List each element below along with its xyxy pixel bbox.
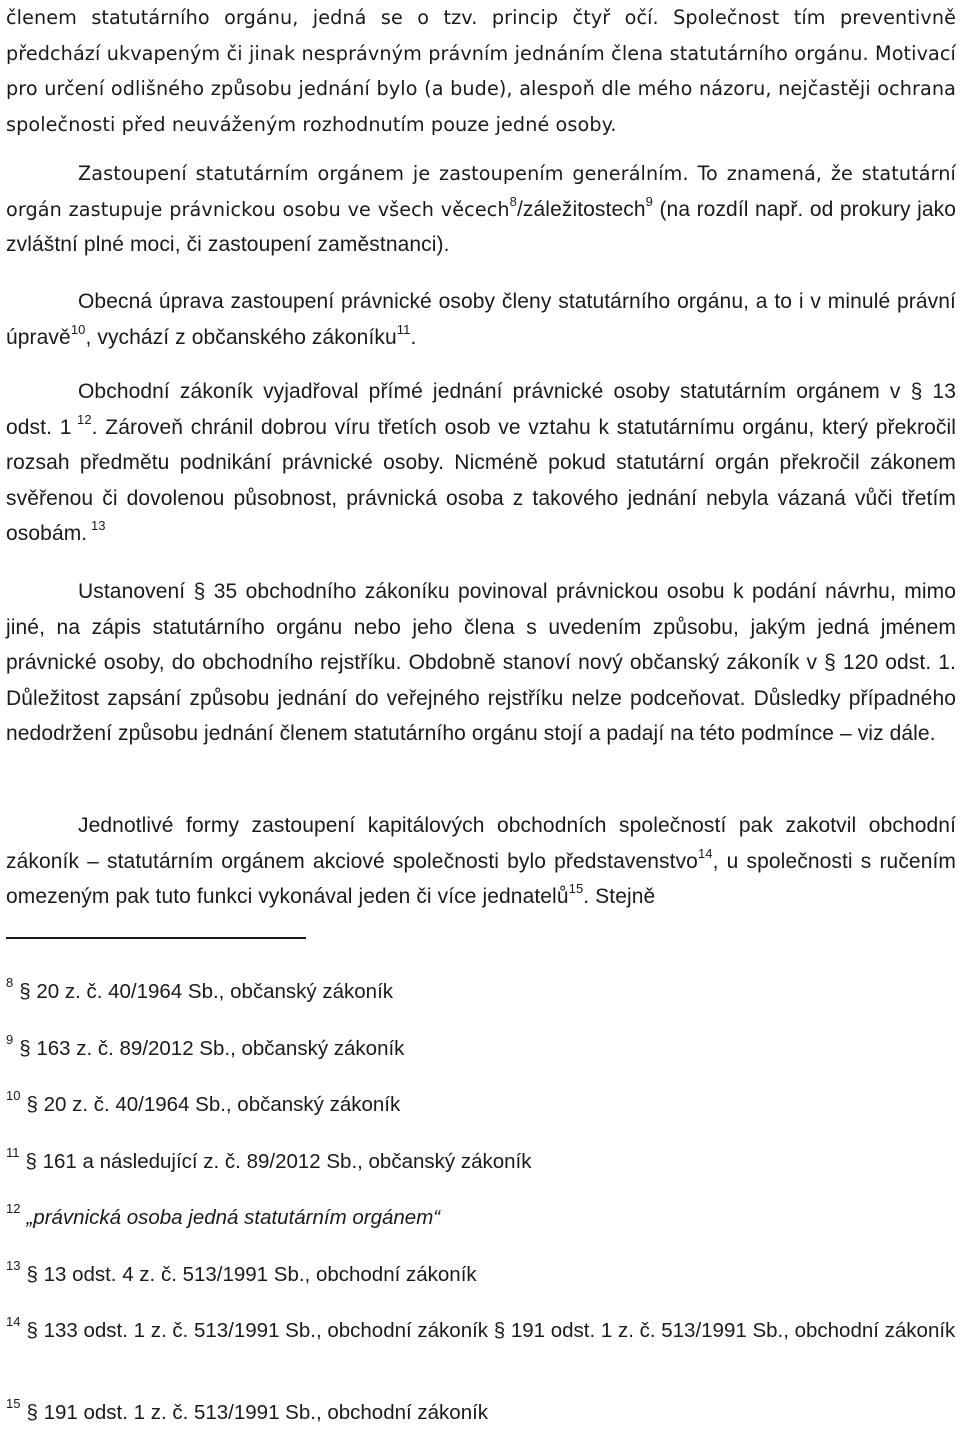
footnote-ref-14: 14 bbox=[697, 845, 713, 861]
paragraph-3 bbox=[6, 284, 956, 355]
paragraph-2 bbox=[6, 156, 956, 263]
footnote-13 bbox=[6, 1257, 956, 1294]
footnote-ref-11: 11 bbox=[396, 321, 411, 337]
paragraph-2-text-c: (na rozdíl např. od prokury jako zvláštní plné moci, či zastoupení zaměstnanci). bbox=[6, 197, 956, 257]
footnote-separator bbox=[6, 937, 306, 939]
footnote-text: § 20 z. č. 40/1964 Sb., občanský zákoník bbox=[26, 1093, 401, 1116]
footnote-number: 12 bbox=[6, 1201, 21, 1216]
footnote-number: 13 bbox=[6, 1258, 21, 1273]
footnote-ref-13: 13 bbox=[87, 518, 106, 534]
footnote-number: 9 bbox=[6, 1032, 14, 1047]
paragraph-4-text: Obchodní zákoník vyjadřoval přímé jednání právnické osoby statutárním orgánem v § 13 odst. 1 bbox=[6, 380, 956, 439]
paragraph-1-text: členem statutárního orgánu, jedná se o tzv. princip čtyř očí. Společnost tím preventivně předchází ukvapeným či jinak nesprávným právním jednáním člena statutárního orgánu. Motivací pro určení odlišného způsobu jednání bylo (a bude), alespoň dle mého názoru, nejčastěji ochrana společnosti před neuváženým rozhodnutím pouze jedné osoby. bbox=[6, 6, 956, 136]
paragraph-3-text-c: . bbox=[410, 325, 417, 349]
footnote-number: 11 bbox=[6, 1145, 20, 1160]
paragraph-4 bbox=[6, 374, 956, 552]
paragraph-2-text: To znamená, že statutární orgán zastupuje právnickou osobu ve všech věcech bbox=[6, 162, 956, 221]
paragraph-1 bbox=[6, 0, 956, 142]
footnote-ref-15: 15 bbox=[568, 881, 584, 897]
paragraph-2-lead: Zastoupení statutárním orgánem je zastoupením generálním. bbox=[78, 162, 689, 185]
paragraph-4-text-b: . Zároveň chránil dobrou víru třetích osob ve vztahu k statutárnímu orgánu, který překročil rozsah předmětu podnikání právnické osoby. Nicméně pokud statutární orgán překročil zákonem svěřenou či dovolenou působnost, právnická osoba z takového jednání nebyla vázaná vůči třetím osobám. bbox=[6, 415, 957, 546]
footnote-number: 8 bbox=[6, 975, 14, 990]
footnote-ref-9: 9 bbox=[645, 193, 653, 209]
footnote-8 bbox=[6, 974, 956, 1011]
paragraph-5 bbox=[6, 574, 956, 752]
paragraph-3-text: Obecná úprava zastoupení právnické osoby členy statutárního orgánu, a to i v minulé právní úpravě bbox=[6, 290, 956, 349]
footnote-number: 15 bbox=[6, 1396, 21, 1411]
footnote-text: § 20 z. č. 40/1964 Sb., občanský zákoník bbox=[19, 980, 394, 1003]
footnote-text: § 133 odst. 1 z. č. 513/1991 Sb., obchodní zákoník § 191 odst. 1 z. č. 513/1991 Sb., obchodní zákoník bbox=[26, 1319, 956, 1342]
footnote-11 bbox=[6, 1144, 956, 1181]
footnote-number: 10 bbox=[6, 1088, 21, 1103]
footnote-12 bbox=[6, 1200, 956, 1237]
footnote-ref-8: 8 bbox=[509, 193, 517, 209]
paragraph-6 bbox=[6, 808, 956, 915]
footnote-text: § 161 a následující z. č. 89/2012 Sb., občanský zákoník bbox=[25, 1150, 532, 1173]
paragraph-6-text: Jednotlivé formy zastoupení kapitálových obchodních společností pak zakotvil obchodní zákoník – statutárním orgánem akciové společnosti bylo představenstvo bbox=[6, 814, 956, 873]
paragraph-6-text-b: , u společnosti s ručením omezeným pak tuto funkci vykonával jeden či více jednatelů bbox=[6, 849, 957, 909]
footnote-text: § 191 odst. 1 z. č. 513/1991 Sb., obchodní zákoník bbox=[26, 1401, 489, 1424]
paragraph-5-text: Ustanovení § 35 obchodního zákoníku povinoval právnickou osobu k podání návrhu, mimo jiné, na zápis statutárního orgánu nebo jeho člena s uvedením způsobu, jakým jedná jménem právnické osoby, do obchodního rejstříku. Obdobně stanoví nový občanský zákoník v § 120 odst. 1. Důležitost zapsání způsobu jednání do veřejného rejstříku nelze podceňovat. Důsledky případného nedodržení způsobu jednání členem statutárního orgánu stojí a padají na této podmínce – viz dále. bbox=[6, 580, 956, 746]
footnote-text: § 13 odst. 4 z. č. 513/1991 Sb., obchodní zákoník bbox=[26, 1263, 477, 1286]
footnote-15 bbox=[6, 1395, 956, 1432]
paragraph-3-text-b: , vychází z občanského zákoníku bbox=[85, 325, 397, 349]
footnote-14 bbox=[6, 1313, 956, 1350]
paragraph-2-text-b: /záležitostech bbox=[516, 197, 646, 221]
footnote-ref-10: 10 bbox=[70, 321, 86, 337]
footnote-ref-12: 12 bbox=[71, 411, 92, 427]
footnote-text: „právnická osoba jedná statutárním orgánem“ bbox=[26, 1206, 441, 1229]
footnote-10 bbox=[6, 1087, 956, 1124]
footnote-number: 14 bbox=[6, 1314, 21, 1329]
paragraph-6-text-c: . Stejně bbox=[583, 885, 656, 909]
footnote-text: § 163 z. č. 89/2012 Sb., občanský zákoník bbox=[19, 1037, 405, 1060]
footnote-9 bbox=[6, 1031, 956, 1068]
